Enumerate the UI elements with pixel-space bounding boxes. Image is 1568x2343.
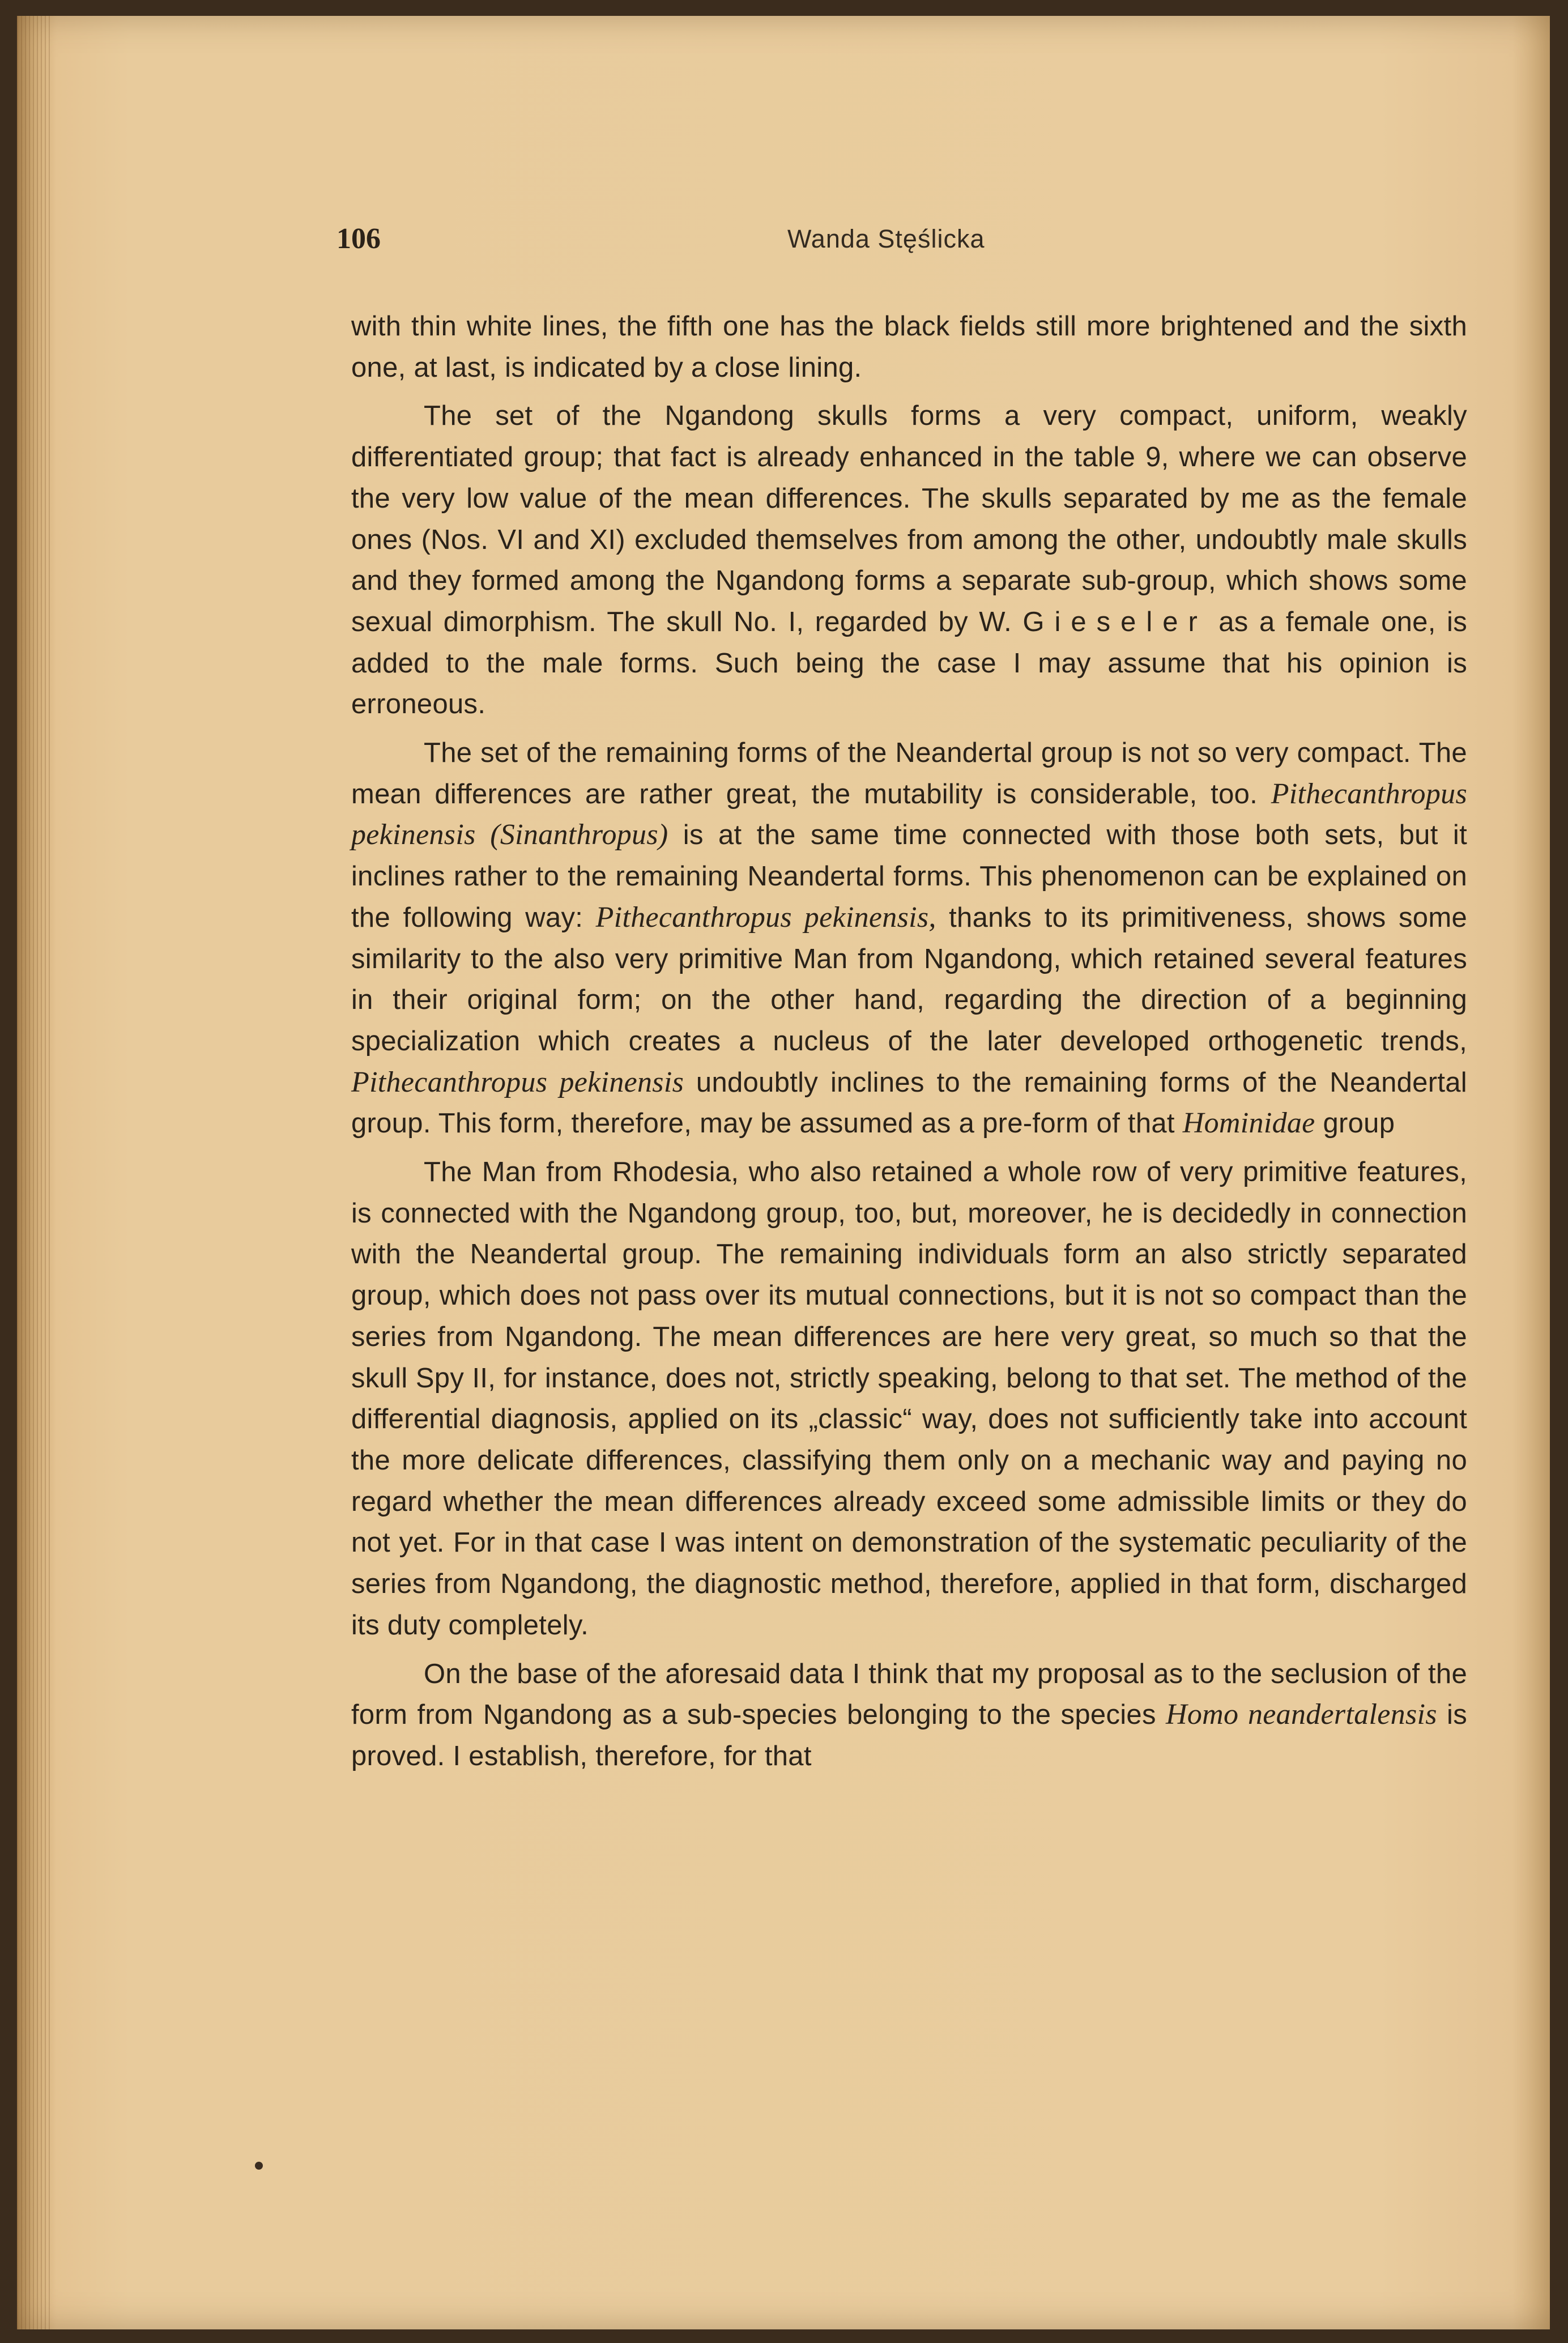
paragraph-text: The set of the remaining forms of the Neandertal group is not so very compact. The mean differences are rather great, the mutability is considerable, too. bbox=[351, 738, 1467, 810]
paragraph-4 bbox=[351, 1152, 1467, 1646]
page-header bbox=[0, 222, 1568, 262]
paragraph-3 bbox=[351, 732, 1467, 1144]
paragraph-text: On the base of the aforesaid data I think that my proposal as to the seclusion of the form from Ngandong as a sub-species belonging to the species bbox=[351, 1658, 1467, 1731]
paragraph-text: with thin white lines, the fifth one has the black fields still more brightened and the sixth one, at last, is indicated by a close lining. bbox=[351, 311, 1467, 383]
paragraph-text: is proved. I establish, therefore, for that bbox=[351, 1699, 1467, 1771]
author-name: Gieseler bbox=[1022, 606, 1208, 637]
taxon-name: Pithecanthropus pekinensis bbox=[351, 1066, 684, 1098]
paragraph-text: The Man from Rhodesia, who also retained a whole row of very primitive features, is connected with the Ngandong group, too, but, moreover, he is decidedly in connection with the Neandertal group. The remaining individuals form an also strictly separated group, which does not pass over its mutual connections, but it is not so compact than the series from Ngandong. The mean differences are here very great, so much so that the skull Spy II, for instance, does not, strictly speaking, belong to that set. The method of the differential diagnosis, applied on its „classic“ way, does not sufficiently take into account the more delicate differences, classifying them only on a mechanic way and paying no regard whether the mean differences already exceed some admissible limits or they do not yet. For in that case I was intent on demonstration of the systematic peculiarity of the series from Ngandong, the diagnostic method, therefore, applied in that form, discharged its duty completely. bbox=[351, 1157, 1467, 1641]
page-gutter-edge bbox=[17, 16, 51, 2329]
running-head-author: Wanda Stęślicka bbox=[787, 224, 985, 253]
paragraph-1 bbox=[351, 306, 1467, 388]
paragraph-text: undoubtly inclines to the remaining forms of the Neandertal group. This form, therefore, may be assumed as a pre-form of that bbox=[351, 1067, 1467, 1139]
body-text bbox=[351, 306, 1467, 1784]
ink-speck bbox=[255, 2162, 263, 2170]
taxon-name: Pithecanthropus pekinensis, bbox=[595, 901, 936, 934]
paragraph-text: group bbox=[1315, 1108, 1395, 1139]
page-number: 106 bbox=[336, 223, 381, 255]
taxon-name: Pithecanthropus pekinensis (Sinanthropus) bbox=[351, 777, 1467, 851]
taxon-name: Hominidae bbox=[1182, 1107, 1315, 1140]
paragraph-text: as a female one, is added to the male forms. Such being the case I may assume that his opinion is erroneous. bbox=[351, 606, 1467, 720]
paragraph-2 bbox=[351, 395, 1467, 725]
paragraph-text: The set of the Ngandong skulls forms a very compact, uniform, weakly differentiated group; that fact is already enhanced in the table 9, where we can observe the very low value of the mean differences. The skulls separated by me as the female ones (Nos. VI and XI) excluded themselves from among the other, undoubtly male skulls and they formed among the Ngandong forms a separate sub-group, which shows some sexual dimorphism. The skull No. I, regarded by W. bbox=[351, 401, 1467, 637]
paragraph-5 bbox=[351, 1654, 1467, 1777]
taxon-name: Homo neandertalensis bbox=[1166, 1698, 1437, 1731]
paragraph-text: thanks to its primitiveness, shows some similarity to the also very primitive Man from Ngandong, which retained several features in their original form; on the other hand, regarding the direction of a beginning specialization which creates a nucleus of the later developed orthogenetic trends, bbox=[351, 902, 1467, 1057]
paragraph-text: is at the same time connected with those both sets, but it inclines rather to the remaining Neandertal forms. This phenomenon can be explained on the following way: bbox=[351, 820, 1467, 933]
